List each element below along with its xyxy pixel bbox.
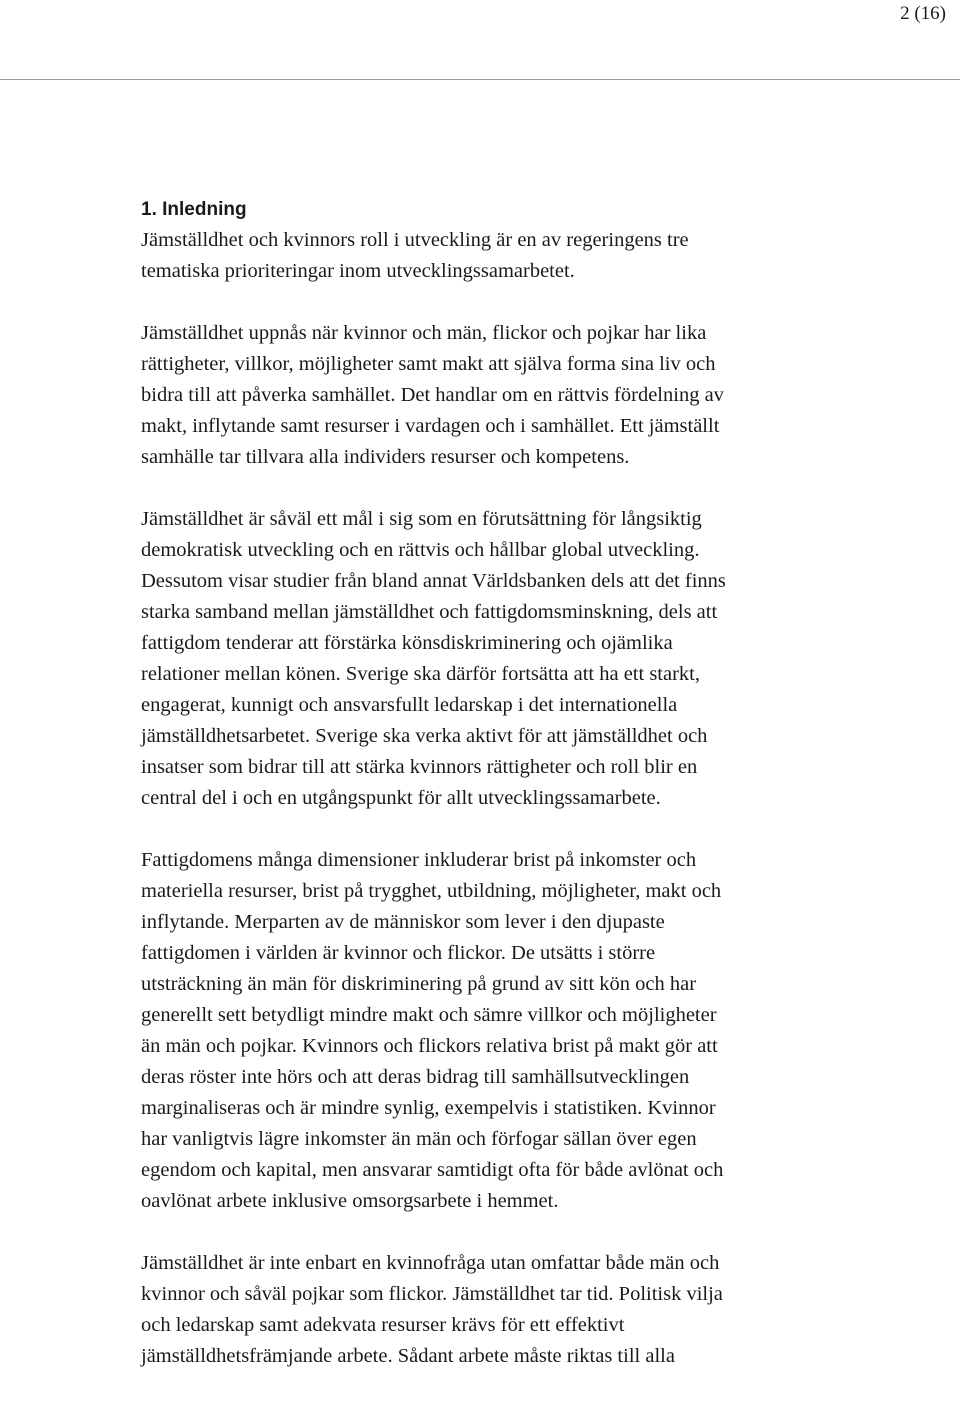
section-heading: 1. Inledning xyxy=(141,199,247,220)
text-line: samhälle tar tillvara alla individers resurser och kompetens. xyxy=(141,446,630,468)
text-line: Jämställdhet och kvinnors roll i utveckling är en av regeringens tre xyxy=(141,229,689,251)
text-line: Dessutom visar studier från bland annat Världsbanken dels att det finns xyxy=(141,570,726,592)
paragraph-1 xyxy=(141,225,861,287)
text-line: och ledarskap samt adekvata resurser krävs för ett effektivt xyxy=(141,1314,625,1336)
header-divider xyxy=(0,79,960,80)
text-line: bidra till att påverka samhället. Det handlar om en rättvis fördelning av xyxy=(141,384,724,406)
document-body xyxy=(141,194,861,1403)
text-line: jämställdhetsfrämjande arbete. Sådant arbete måste riktas till alla xyxy=(141,1345,675,1367)
text-line: marginaliseras och är mindre synlig, exempelvis i statistiken. Kvinnor xyxy=(141,1097,716,1119)
paragraph-3 xyxy=(141,504,861,814)
text-line: fattigdomen i världen är kvinnor och flickor. De utsätts i större xyxy=(141,942,656,964)
text-line: inflytande. Merparten av de människor som lever i den djupaste xyxy=(141,911,665,933)
text-line: deras röster inte hörs och att deras bidrag till samhällsutvecklingen xyxy=(141,1066,690,1088)
text-line: makt, inflytande samt resurser i vardagen och i samhället. Ett jämställt xyxy=(141,415,720,437)
text-line: starka samband mellan jämställdhet och fattigdomsminskning, dels att xyxy=(141,601,718,623)
paragraph-4 xyxy=(141,845,861,1217)
text-line: egendom och kapital, men ansvarar samtidigt ofta för både avlönat och xyxy=(141,1159,724,1181)
text-line: generellt sett betydligt mindre makt och sämre villkor och möjligheter xyxy=(141,1004,717,1026)
page-number: 2 (16) xyxy=(900,3,946,24)
text-line: insatser som bidrar till att stärka kvinnors rättigheter och roll blir en xyxy=(141,756,698,778)
text-line: demokratisk utveckling och en rättvis och hållbar global utveckling. xyxy=(141,539,700,561)
text-line: än män och pojkar. Kvinnors och flickors relativa brist på makt gör att xyxy=(141,1035,718,1057)
text-line: Jämställdhet är såväl ett mål i sig som en förutsättning för långsiktig xyxy=(141,508,702,530)
text-line: fattigdom tenderar att förstärka könsdiskriminering och ojämlika xyxy=(141,632,673,654)
text-line: jämställdhetsarbetet. Sverige ska verka aktivt för att jämställdhet och xyxy=(141,725,708,747)
text-line: engagerat, kunnigt och ansvarsfullt ledarskap i det internationella xyxy=(141,694,678,716)
text-line: rättigheter, villkor, möjligheter samt makt att själva forma sina liv och xyxy=(141,353,716,375)
text-line: central del i och en utgångspunkt för allt utvecklingssamarbete. xyxy=(141,787,661,809)
paragraph-5 xyxy=(141,1248,861,1372)
text-line: relationer mellan könen. Sverige ska därför fortsätta att ha ett starkt, xyxy=(141,663,700,685)
paragraph-container xyxy=(141,225,861,1372)
text-line: har vanligtvis lägre inkomster än män och förfogar sällan över egen xyxy=(141,1128,697,1150)
paragraph-2 xyxy=(141,318,861,473)
text-line: Jämställdhet uppnås när kvinnor och män, flickor och pojkar har lika xyxy=(141,322,707,344)
text-line: utsträckning än män för diskriminering på grund av sitt kön och har xyxy=(141,973,697,995)
text-line: Fattigdomens många dimensioner inkluderar brist på inkomster och xyxy=(141,849,697,871)
text-line: tematiska prioriteringar inom utvecklingssamarbetet. xyxy=(141,260,575,282)
text-line: Jämställdhet är inte enbart en kvinnofråga utan omfattar både män och xyxy=(141,1252,720,1274)
text-line: kvinnor och såväl pojkar som flickor. Jämställdhet tar tid. Politisk vilja xyxy=(141,1283,723,1305)
text-line: materiella resurser, brist på trygghet, utbildning, möjligheter, makt och xyxy=(141,880,722,902)
text-line: oavlönat arbete inklusive omsorgsarbete i hemmet. xyxy=(141,1190,559,1212)
